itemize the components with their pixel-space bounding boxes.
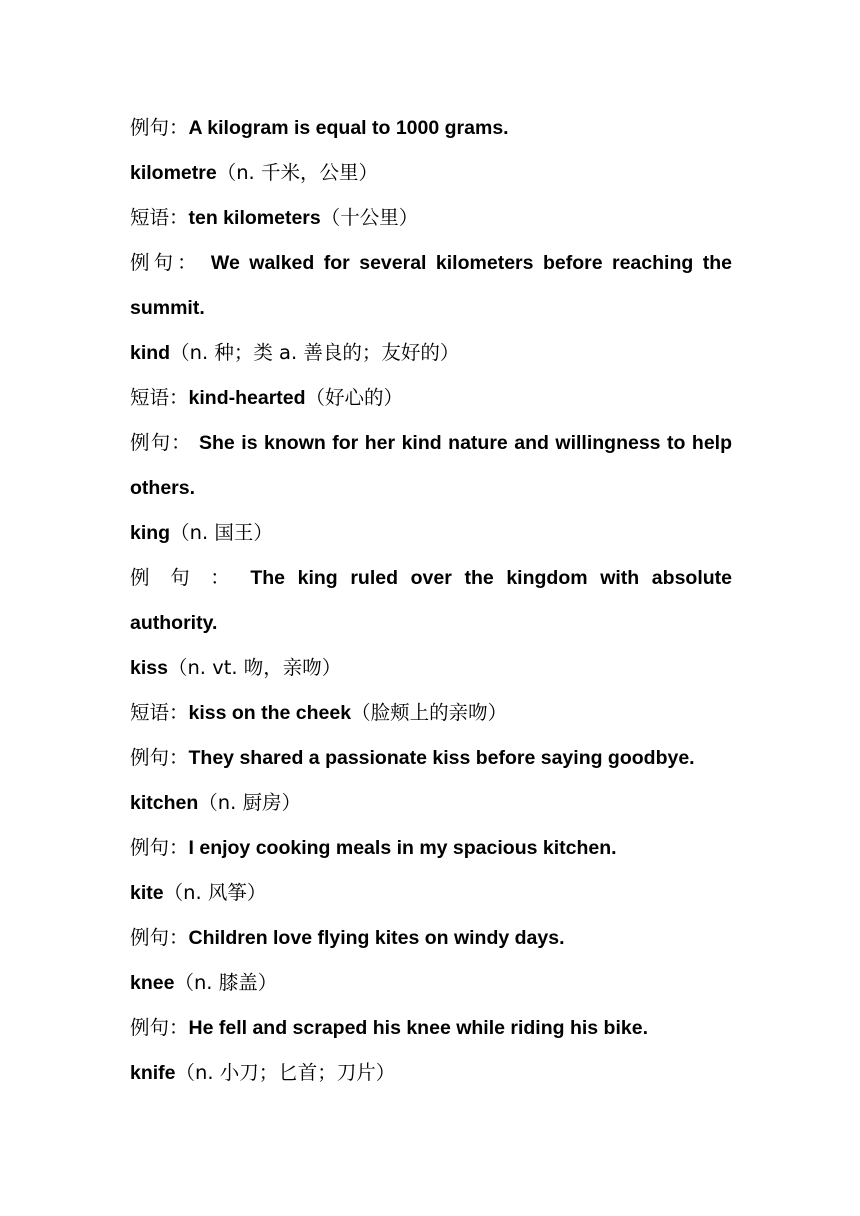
phrase-label: 短语： xyxy=(130,386,189,409)
phrase-line xyxy=(130,195,732,240)
phrase-text: kind-hearted xyxy=(188,387,306,409)
headword: knife xyxy=(130,1062,176,1084)
headword: kilometre xyxy=(130,162,217,184)
document-page xyxy=(130,105,732,1095)
example-text: He fell and scraped his knee while riding his bike. xyxy=(188,1017,648,1039)
example-sentence xyxy=(130,825,732,870)
example-label: 例句： xyxy=(130,926,189,949)
example-text: We walked for several kilometers before reaching the xyxy=(210,252,732,274)
definition: （n. 膝盖） xyxy=(174,971,278,994)
example-label: 例句： xyxy=(130,116,189,139)
phrase-line xyxy=(130,690,732,735)
vocab-entry xyxy=(130,150,732,195)
headword: king xyxy=(130,522,171,544)
definition: （n. 千米，公里） xyxy=(216,161,378,184)
vocab-entry xyxy=(130,1050,732,1095)
definition: （n. 种；类 a. 善良的；友好的） xyxy=(170,341,460,364)
vocab-entry xyxy=(130,870,732,915)
example-label: 例 句 ： xyxy=(130,566,237,589)
vocab-entry xyxy=(130,960,732,1005)
definition: （n. 小刀；匕首；刀片） xyxy=(175,1061,396,1084)
headword: kitchen xyxy=(130,792,199,814)
vocab-entry xyxy=(130,510,732,555)
headword: kite xyxy=(130,882,164,904)
headword: kiss xyxy=(130,657,168,679)
example-text: They shared a passionate kiss before saying goodbye. xyxy=(188,747,695,769)
example-continuation xyxy=(130,600,732,645)
example-label: 例句： xyxy=(130,836,189,859)
example-text: others. xyxy=(130,477,196,499)
example-text: She is known for her kind nature and willingness to help xyxy=(199,432,732,454)
example-text: I enjoy cooking meals in my spacious kitchen. xyxy=(188,837,617,859)
phrase-text: ten kilometers xyxy=(188,207,321,229)
phrase-label: 短语： xyxy=(130,701,189,724)
example-label: 例句： xyxy=(130,431,192,454)
headword: knee xyxy=(130,972,175,994)
example-sentence xyxy=(130,105,732,150)
example-label: 例句： xyxy=(130,1016,189,1039)
headword: kind xyxy=(130,342,171,364)
example-text: The king ruled over the kingdom with absolute xyxy=(250,567,732,589)
definition: （n. 国王） xyxy=(170,521,273,544)
example-sentence xyxy=(130,555,732,600)
example-text: summit. xyxy=(130,297,205,319)
example-text: Children love flying kites on windy days. xyxy=(188,927,565,949)
example-sentence xyxy=(130,735,732,780)
example-label: 例句： xyxy=(130,746,189,769)
definition: （n. 厨房） xyxy=(198,791,302,814)
vocab-entry xyxy=(130,645,732,690)
phrase-line xyxy=(130,375,732,420)
phrase-meaning: （十公里） xyxy=(320,206,419,229)
phrase-text: kiss on the cheek xyxy=(188,702,352,724)
example-continuation xyxy=(130,465,732,510)
example-continuation xyxy=(130,285,732,330)
example-text: A kilogram is equal to 1000 grams. xyxy=(188,117,509,139)
example-label: 例句： xyxy=(130,251,201,274)
definition: （n. 风筝） xyxy=(163,881,267,904)
example-sentence xyxy=(130,420,732,465)
example-sentence xyxy=(130,240,732,285)
example-sentence xyxy=(130,915,732,960)
phrase-meaning: （脸颊上的亲吻） xyxy=(351,701,508,724)
phrase-label: 短语： xyxy=(130,206,189,229)
vocab-entry xyxy=(130,780,732,825)
phrase-meaning: （好心的） xyxy=(305,386,404,409)
vocab-entry xyxy=(130,330,732,375)
definition: （n. vt. 吻，亲吻） xyxy=(167,656,342,679)
example-sentence xyxy=(130,1005,732,1050)
example-text: authority. xyxy=(130,612,218,634)
